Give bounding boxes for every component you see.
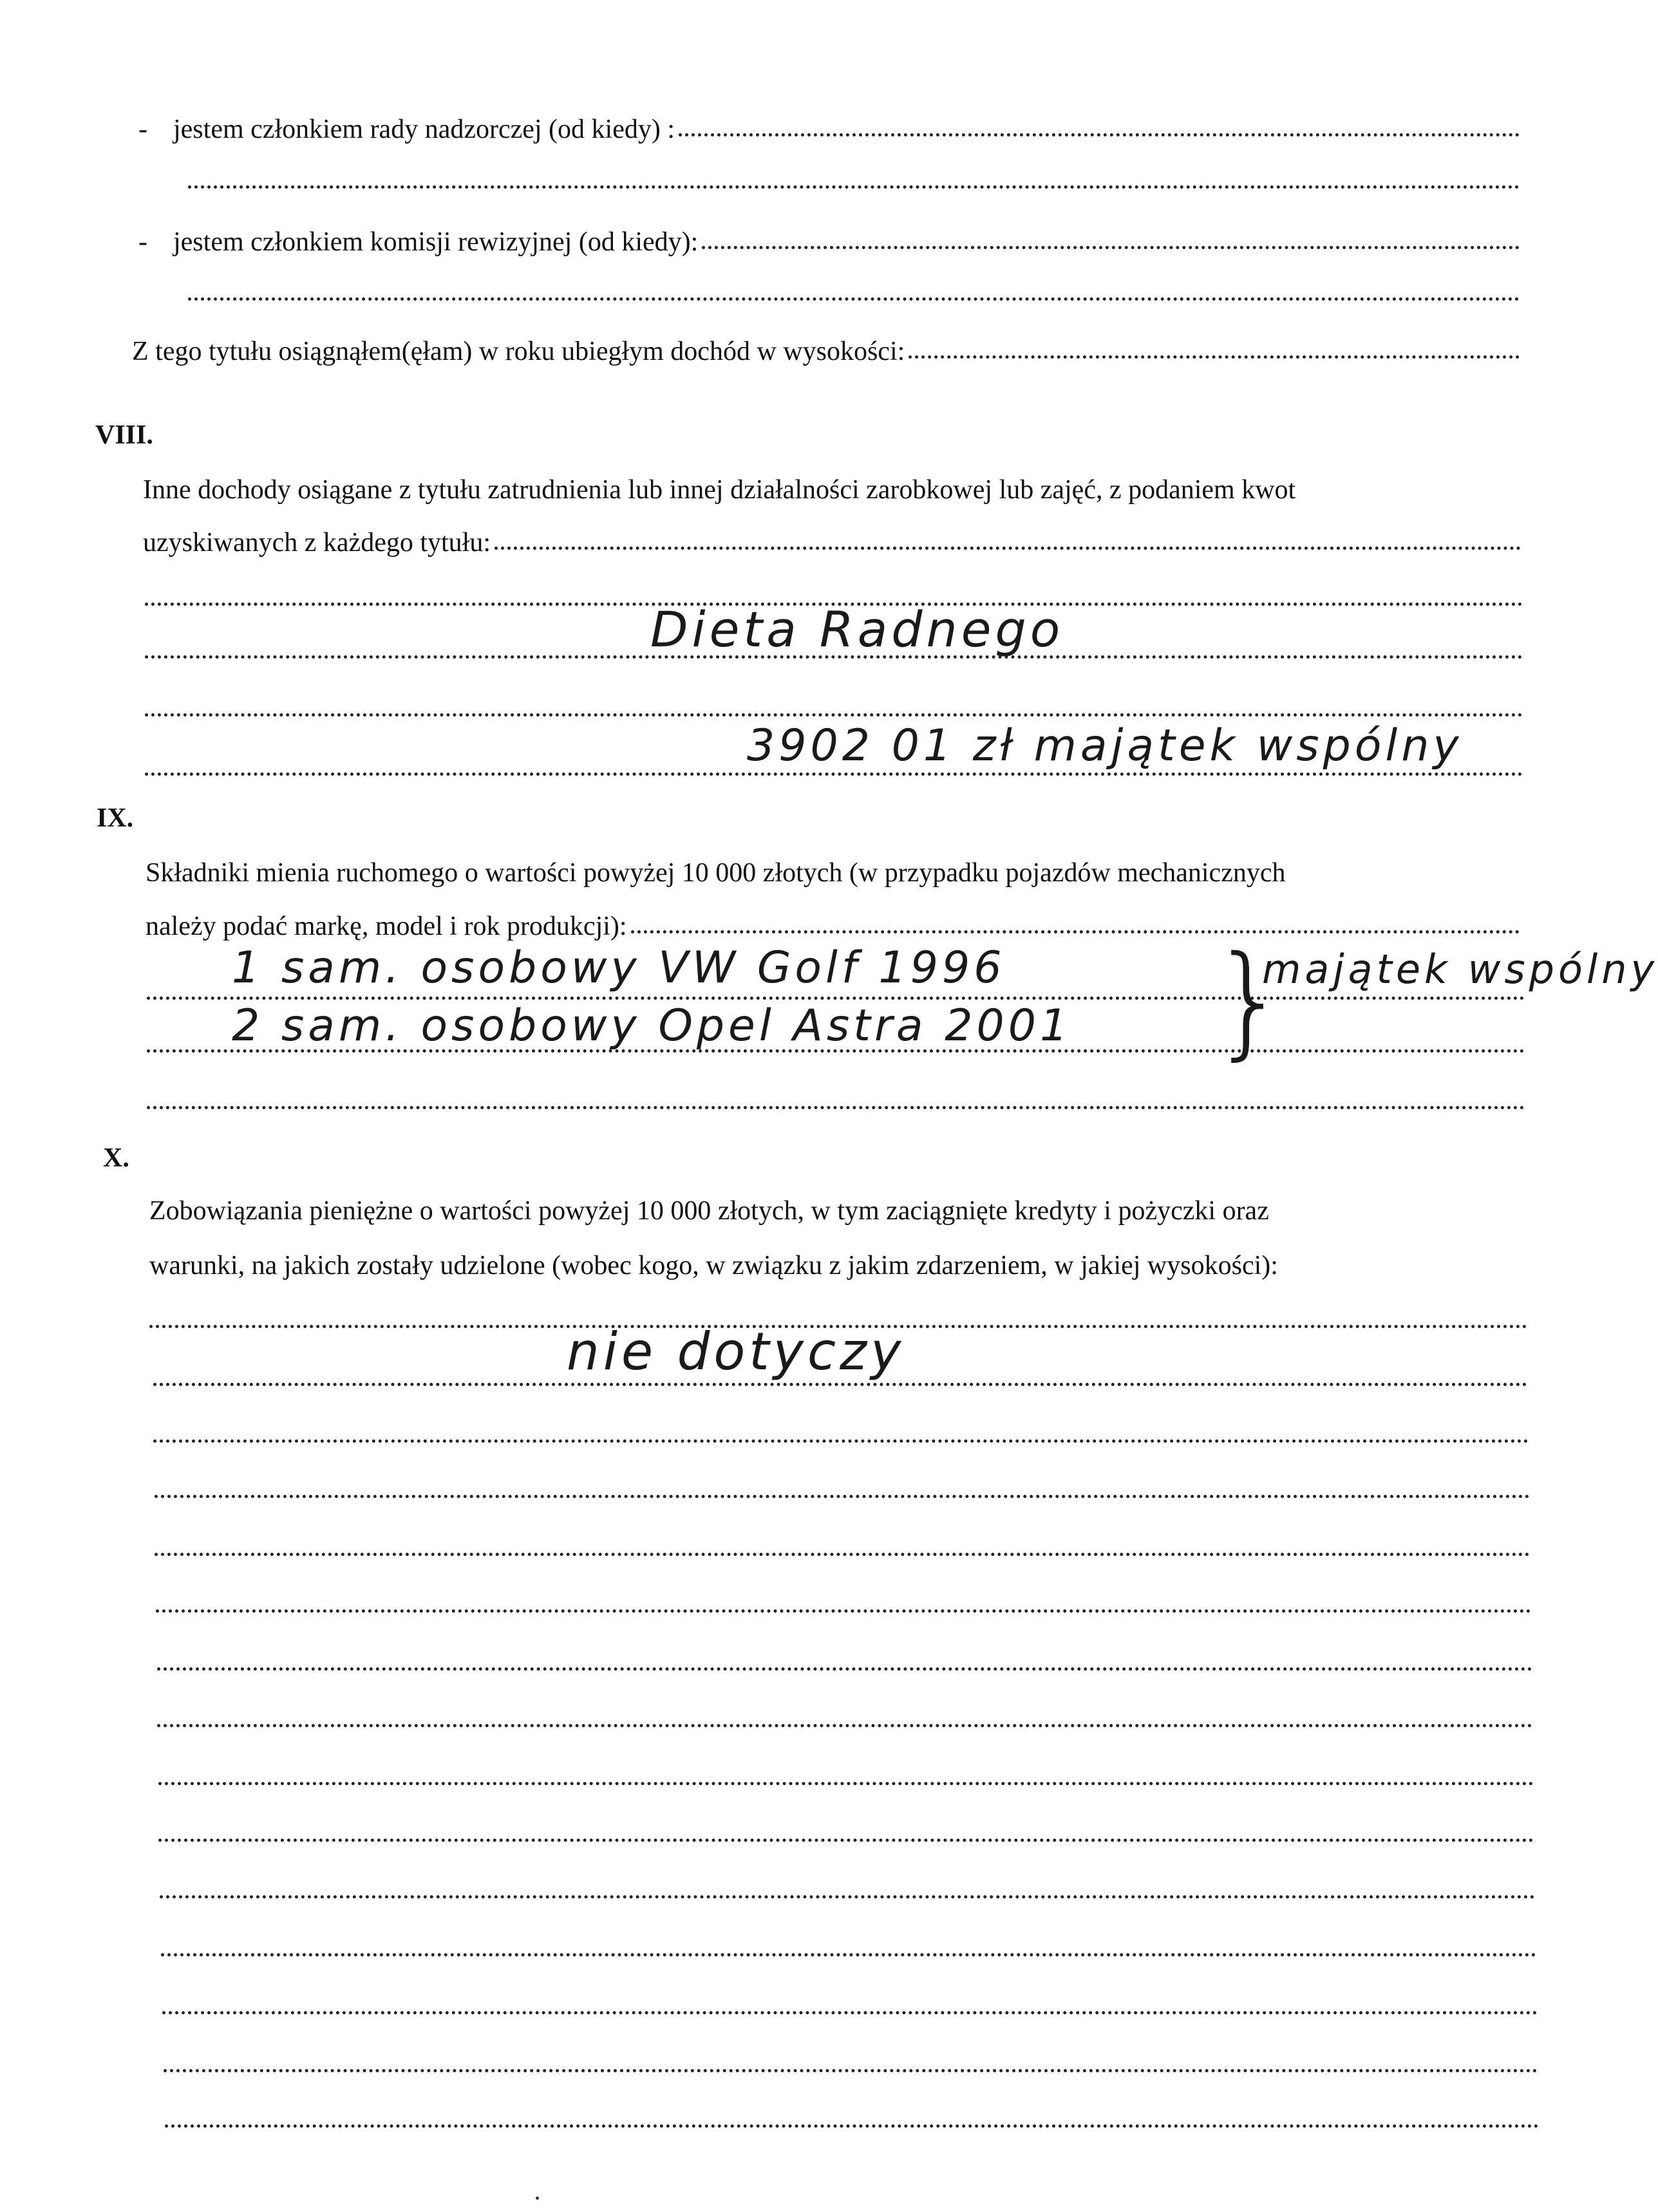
income-label: Z tego tytułu osiągnąłem(ęłam) w roku ubiegłym dochód w wysokości: xyxy=(132,337,905,366)
audit-committee-field-continuation[interactable] xyxy=(188,297,1520,301)
section-x-line-6[interactable] xyxy=(156,1609,1531,1613)
section-x-line-9[interactable] xyxy=(158,1782,1534,1785)
section-ix-text-1: Składniki mienia ruchomego o wartości powyżej 10 000 złotych (w przypadku pojazdów mechanicznych xyxy=(146,858,1286,888)
section-x-line-3[interactable] xyxy=(153,1439,1529,1443)
section-x-description-line2 xyxy=(149,1252,1278,1279)
section-ix-description-line2 xyxy=(146,913,1520,940)
section-x-line-7[interactable] xyxy=(157,1667,1532,1671)
section-x-line-14[interactable] xyxy=(164,2069,1538,2072)
supervisory-board-row xyxy=(138,116,1520,143)
handwritten-joint-property-note: majątek wspólny xyxy=(1262,946,1658,993)
handwritten-car-2: 2 sam. osobowy Opel Astra 2001 xyxy=(232,1000,1072,1051)
section-viii-field[interactable] xyxy=(495,547,1521,550)
section-ix-line-1[interactable] xyxy=(147,997,1525,1000)
handwritten-car-1: 1 sam. osobowy VW Golf 1996 xyxy=(232,942,1006,993)
audit-committee-row xyxy=(138,229,1520,256)
section-x-text-2: warunki, na jakich zostały udzielone (wobec kogo, w związku z jakim zdarzeniem, w jakiej wysokości): xyxy=(149,1251,1278,1280)
section-x-line-2[interactable] xyxy=(153,1383,1527,1386)
section-x-text-1: Zobowiązania pieniężne o wartości powyżej 10 000 złotych, w tym zaciągnięte kredyty i pożyczki oraz xyxy=(149,1196,1269,1226)
section-x-line-15[interactable] xyxy=(165,2124,1539,2128)
section-viii-number: VIII. xyxy=(95,420,153,450)
section-ix-number: IX. xyxy=(97,803,134,833)
handwritten-diet-councillor: Dieta Radnego xyxy=(650,601,1064,658)
bullet-dash: - xyxy=(138,115,147,144)
handwritten-brace: } xyxy=(1211,930,1288,1072)
audit-committee-label: jestem członkiem komisji rewizyjnej (od kiedy): xyxy=(173,227,699,257)
income-field[interactable] xyxy=(909,355,1520,359)
section-viii-description-line1 xyxy=(143,476,1295,503)
section-viii-text-2: uzyskiwanych z każdego tytułu: xyxy=(143,528,491,558)
audit-committee-field[interactable] xyxy=(702,246,1520,249)
supervisory-board-field-continuation[interactable] xyxy=(188,185,1520,189)
section-ix-field[interactable] xyxy=(631,930,1520,933)
income-row xyxy=(132,338,1520,365)
section-viii-text-1: Inne dochody osiągane z tytułu zatrudnienia lub innej działalności zarobkowej lub zajęć, z podaniem kwot xyxy=(143,475,1296,505)
scan-speck xyxy=(536,2197,539,2200)
supervisory-board-label: jestem członkiem rady nadzorczej (od kiedy) : xyxy=(173,115,675,144)
supervisory-board-field[interactable] xyxy=(679,133,1520,136)
section-viii-line-3[interactable] xyxy=(145,713,1523,717)
section-x-line-13[interactable] xyxy=(162,2011,1538,2014)
section-viii-line-4[interactable] xyxy=(145,773,1523,776)
section-x-line-8[interactable] xyxy=(157,1724,1532,1727)
handwritten-diet-amount: 3902 01 zł majątek wspólny xyxy=(747,720,1463,771)
section-x-description-line1 xyxy=(149,1197,1269,1224)
section-x-line-5[interactable] xyxy=(155,1553,1530,1556)
section-ix-line-3[interactable] xyxy=(147,1106,1525,1109)
section-x-line-12[interactable] xyxy=(161,1953,1536,1956)
section-x-line-4[interactable] xyxy=(155,1495,1530,1498)
bullet-dash: - xyxy=(138,227,147,257)
section-x-number: X. xyxy=(103,1143,129,1173)
section-ix-text-2: należy podać markę, model i rok produkcji): xyxy=(146,912,627,941)
section-viii-description-line2 xyxy=(143,529,1521,556)
section-ix-description-line1 xyxy=(146,859,1285,886)
handwritten-not-applicable: nie dotyczy xyxy=(567,1322,905,1382)
section-x-line-10[interactable] xyxy=(158,1839,1534,1842)
section-x-line-11[interactable] xyxy=(160,1895,1535,1898)
